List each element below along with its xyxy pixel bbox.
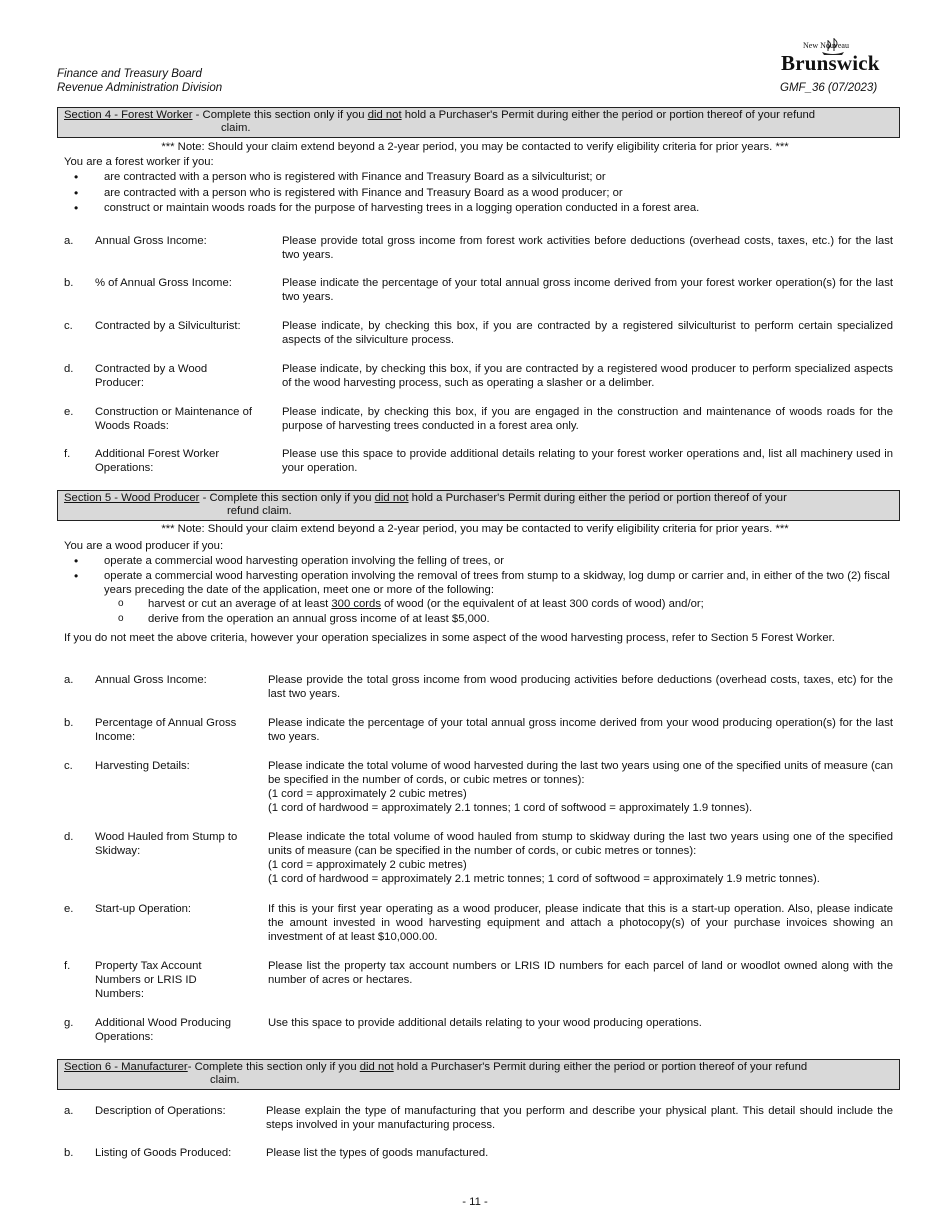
bullet-text: are contracted with a person who is registered with Finance and Treasury Board as a silviculturist; or — [104, 171, 606, 183]
section-4-title: Section 4 - Forest Worker — [64, 109, 193, 121]
item-letter: f. — [64, 960, 71, 972]
item-label: Additional Wood Producing Operations: — [95, 1017, 232, 1043]
circle-bullet-icon: o — [118, 613, 124, 624]
item-letter: g. — [64, 1017, 74, 1029]
item-letter: b. — [64, 717, 74, 729]
item-description: Use this space to provide additional details relating to your wood producing operations. — [268, 1017, 702, 1029]
item-description: Please indicate the percentage of your total annual gross income derived from your forest worker operation(s) for the last two years. — [282, 277, 893, 303]
item-label: Additional Forest Worker Operations: — [95, 448, 220, 474]
section-5-desc-a: - Complete this section only if you — [199, 492, 375, 504]
bullet-icon: • — [74, 186, 79, 200]
item-label: Description of Operations: — [95, 1105, 226, 1117]
bullet-icon: • — [74, 554, 79, 568]
item-letter: a. — [64, 235, 74, 247]
item-letter: d. — [64, 363, 74, 375]
item-label: Start-up Operation: — [95, 903, 192, 915]
section-5-desc-c: refund claim. — [227, 505, 292, 517]
item-description: Please provide total gross income from forest work activities before deductions (overhead costs, taxes, etc.) for the last two years. — [282, 235, 893, 261]
item-label: Listing of Goods Produced: — [95, 1147, 232, 1159]
item-letter: c. — [64, 320, 73, 332]
item-label: Construction or Maintenance of Woods Roads: — [95, 406, 252, 432]
bullet-icon: • — [74, 569, 79, 583]
org-line-2: Revenue Administration Division — [57, 82, 223, 94]
section-6-header — [57, 1059, 900, 1090]
section-4-desc-underline: did not — [367, 109, 402, 121]
logo-small-text: New Nouveau — [803, 41, 849, 50]
item-letter: e. — [64, 903, 74, 915]
item-label: Annual Gross Income: — [95, 235, 207, 247]
header-organization — [57, 67, 222, 95]
section-5-desc-b: hold a Purchaser's Permit during either the period or portion thereof of your — [408, 492, 787, 504]
item-label: Percentage of Annual Gross Income: — [95, 717, 237, 743]
bullet-text: construct or maintain woods roads for the purpose of harvesting trees in a logging operation conducted in a forest area. — [104, 202, 700, 214]
item-description: Please use this space to provide additional details relating to your forest worker operations and, list all machinery used in your operation. — [282, 448, 893, 474]
item-description: Please list the property tax account numbers or LRIS ID numbers for each parcel of land or woodlot owned along with the number of acres or hectares. — [268, 960, 893, 986]
item-description: Please indicate the total volume of wood hauled from stump to skidway during the last two years using one of the specified units of measure (can be specified in the number of cords, or cubic metres or tonnes): — [268, 831, 893, 857]
item-description: Please indicate the total volume of wood harvested during the last two years using one of the specified units of measure (can be specified in the number of cords, or cubic metres or tonnes): — [268, 760, 893, 786]
item-letter: a. — [64, 1105, 74, 1117]
item-letter: d. — [64, 831, 74, 843]
item-description: Please indicate, by checking this box, if you are engaged in the construction and maintenance of woods roads for the purpose of harvesting trees conducted in a forest area only. — [282, 406, 893, 432]
sub-text-b: of wood (or the equivalent of at least 300 cords of wood) and/or; — [381, 598, 704, 610]
bullet-icon: • — [74, 201, 79, 215]
item-description: If this is your first year operating as a wood producer, please indicate that this is a start-up operation. Also, please indicate the amount invested in wood harvesting equipment and attach a photocopy(s) of your purchase invoices showing an investment of at least $10,000.00. — [268, 903, 893, 943]
item-letter: c. — [64, 760, 73, 772]
item-description: Please indicate, by checking this box, if you are contracted by a registered silviculturist to perform certain specialized aspects of the silviculture process. — [282, 320, 893, 346]
org-line-1: Finance and Treasury Board — [57, 68, 202, 80]
section-6-desc-underline: did not — [359, 1061, 394, 1073]
section-5-note: *** Note: Should your claim extend beyond a 2-year period, you may be contacted to verify eligibility criteria for prior years. *** — [161, 523, 789, 535]
item-label: Annual Gross Income: — [95, 674, 207, 686]
item-description: Please list the types of goods manufactured. — [266, 1147, 489, 1159]
section-4-desc-b: hold a Purchaser's Permit during either the period or portion thereof of your refund — [401, 109, 816, 121]
section-5-intro: You are a wood producer if you: — [64, 540, 224, 552]
circle-bullet-icon: o — [118, 598, 124, 609]
form-number: GMF_36 (07/2023) — [780, 82, 878, 94]
section-6-desc-c: claim. — [210, 1074, 240, 1086]
section-5-title: Section 5 - Wood Producer — [64, 492, 200, 504]
section-5-header — [57, 490, 900, 521]
item-conversion-1: (1 cord = approximately 2 cubic metres) — [268, 788, 467, 800]
item-label: Harvesting Details: — [95, 760, 190, 772]
item-label: Property Tax Account Numbers or LRIS ID Numbers: — [95, 960, 202, 1000]
item-description-block — [268, 830, 893, 886]
item-description: Please explain the type of manufacturing that you perform and describe your physical plant. This detail should include the steps involved in your manufacturing process. — [266, 1105, 893, 1131]
sub-text-a: harvest or cut an average of at least — [148, 598, 332, 610]
item-letter: f. — [64, 448, 71, 460]
section-5-desc-underline: did not — [374, 492, 409, 504]
bullet-text: operate a commercial wood harvesting operation involving the removal of trees from stump to a skidway, log dump or carrier and, in either of the two (2) fiscal years preceding the date of the application, meet one or more of the following: — [104, 570, 890, 596]
item-description-block — [268, 759, 893, 815]
bullet-text: are contracted with a person who is registered with Finance and Treasury Board as a wood producer; or — [104, 187, 623, 199]
item-letter: b. — [64, 1147, 74, 1159]
section-6-desc-b: hold a Purchaser's Permit during either the period or portion thereof of your refund — [393, 1061, 808, 1073]
item-letter: e. — [64, 406, 74, 418]
item-label: Contracted by a Wood Producer: — [95, 363, 208, 389]
item-label: % of Annual Gross Income: — [95, 277, 232, 289]
bullet-icon: • — [74, 170, 79, 184]
section-4-desc-a: - Complete this section only if you — [192, 109, 368, 121]
item-conversion-2: (1 cord of hardwood = approximately 2.1 tonnes; 1 cord of softwood = approximately 1.9 tonnes). — [268, 802, 753, 814]
criteria-note: If you do not meet the above criteria, however your operation specializes in some aspect of the wood harvesting process, refer to Section 5 Forest Worker. — [64, 632, 835, 644]
item-letter: b. — [64, 277, 74, 289]
item-label: Contracted by a Silviculturist: — [95, 320, 241, 332]
item-conversion-1: (1 cord = approximately 2 cubic metres) — [268, 859, 467, 871]
item-description: Please indicate, by checking this box, if you are contracted by a registered wood producer to perform specialized aspects of the wood harvesting process, such as operating a slasher or a delimber. — [282, 363, 893, 389]
section-4-intro: You are a forest worker if you: — [64, 156, 214, 168]
item-label: Wood Hauled from Stump to Skidway: — [95, 831, 238, 857]
section-4-desc-c: claim. — [221, 122, 251, 134]
sub-text: derive from the operation an annual gross income of at least $5,000. — [148, 613, 490, 625]
section-6-title: Section 6 - Manufacturer — [64, 1061, 188, 1073]
new-brunswick-logo — [778, 36, 893, 80]
section-4-note: *** Note: Should your claim extend beyond a 2-year period, you may be contacted to verify eligibility criteria for prior years. *** — [161, 141, 789, 153]
item-letter: a. — [64, 674, 74, 686]
section-6-desc-a: - Complete this section only if you — [187, 1061, 360, 1073]
sub-text-underline: 300 cords — [331, 598, 381, 610]
bullet-text: operate a commercial wood harvesting operation involving the felling of trees, or — [104, 555, 505, 567]
item-description: Please indicate the percentage of your total annual gross income derived from your wood producing operation(s) for the last two years. — [268, 717, 893, 743]
section-4-header — [57, 107, 900, 138]
item-description: Please provide the total gross income from wood producing activities before deductions (overhead costs, taxes, etc) for the last two years. — [268, 674, 893, 700]
item-conversion-2: (1 cord of hardwood = approximately 2.1 metric tonnes; 1 cord of softwood = approximately 1.9 metric tonnes). — [268, 873, 820, 885]
logo-brunswick-text: Brunswick — [781, 51, 880, 75]
page-number: - 11 - — [462, 1196, 488, 1208]
